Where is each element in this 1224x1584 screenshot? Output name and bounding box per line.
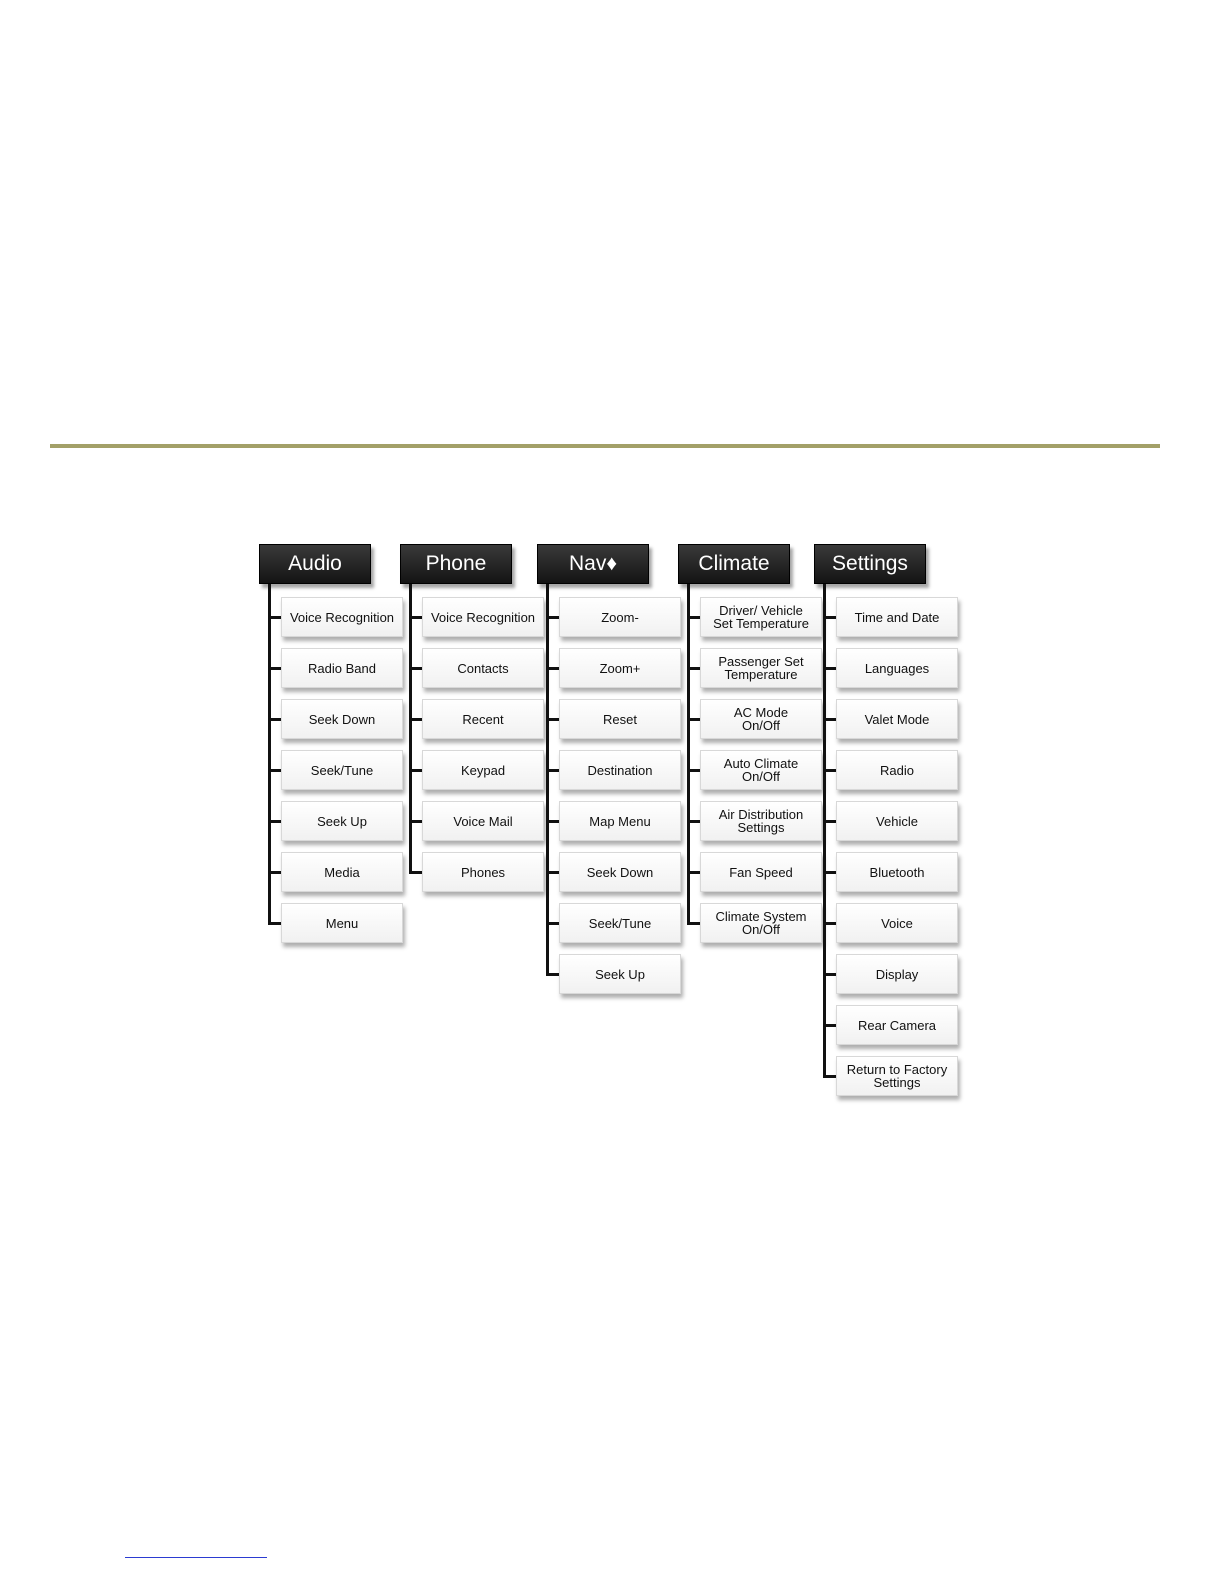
tree-trunk-line: [546, 584, 549, 976]
menu-item-box: Climate System On/Off: [700, 903, 822, 943]
menu-item-box: Driver/ Vehicle Set Temperature: [700, 597, 822, 637]
menu-item-box: Contacts: [422, 648, 544, 688]
menu-item-box: Zoom+: [559, 648, 681, 688]
menu-item-box: Radio: [836, 750, 958, 790]
menu-item-box: Voice: [836, 903, 958, 943]
menu-item-box: Media: [281, 852, 403, 892]
menu-item-box: Valet Mode: [836, 699, 958, 739]
menu-item-box: Passenger Set Temperature: [700, 648, 822, 688]
menu-item-box: Auto Climate On/Off: [700, 750, 822, 790]
menu-header-settings: Settings: [814, 544, 926, 584]
menu-item-box: Menu: [281, 903, 403, 943]
tree-trunk-line: [823, 584, 826, 1078]
menu-item-box: Voice Recognition: [422, 597, 544, 637]
menu-item-box: Time and Date: [836, 597, 958, 637]
menu-header-climate: Climate: [678, 544, 790, 584]
menu-item-box: Phones: [422, 852, 544, 892]
menu-item-box: Keypad: [422, 750, 544, 790]
menu-item-box: Voice Recognition: [281, 597, 403, 637]
menu-item-box: Seek/Tune: [559, 903, 681, 943]
menu-item-box: Recent: [422, 699, 544, 739]
menu-item-box: Vehicle: [836, 801, 958, 841]
tree-trunk-line: [409, 584, 412, 874]
menu-item-box: Seek/Tune: [281, 750, 403, 790]
menu-item-box: Seek Down: [559, 852, 681, 892]
menu-item-box: Air Distribution Settings: [700, 801, 822, 841]
menu-item-box: Bluetooth: [836, 852, 958, 892]
menu-item-box: Rear Camera: [836, 1005, 958, 1045]
menu-item-box: AC Mode On/Off: [700, 699, 822, 739]
menu-item-box: Languages: [836, 648, 958, 688]
menu-item-box: Display: [836, 954, 958, 994]
menu-item-box: Radio Band: [281, 648, 403, 688]
menu-item-box: Seek Up: [281, 801, 403, 841]
menu-item-box: Return to Factory Settings: [836, 1056, 958, 1096]
menu-header-phone: Phone: [400, 544, 512, 584]
menu-item-box: Fan Speed: [700, 852, 822, 892]
footer-link-underline: [125, 1557, 267, 1558]
menu-item-box: Map Menu: [559, 801, 681, 841]
menu-header-audio: Audio: [259, 544, 371, 584]
menu-item-box: Destination: [559, 750, 681, 790]
menu-header-nav: Nav♦: [537, 544, 649, 584]
menu-item-box: Reset: [559, 699, 681, 739]
menu-item-box: Seek Up: [559, 954, 681, 994]
menu-item-box: Seek Down: [281, 699, 403, 739]
menu-item-box: Zoom-: [559, 597, 681, 637]
menu-item-box: Voice Mail: [422, 801, 544, 841]
